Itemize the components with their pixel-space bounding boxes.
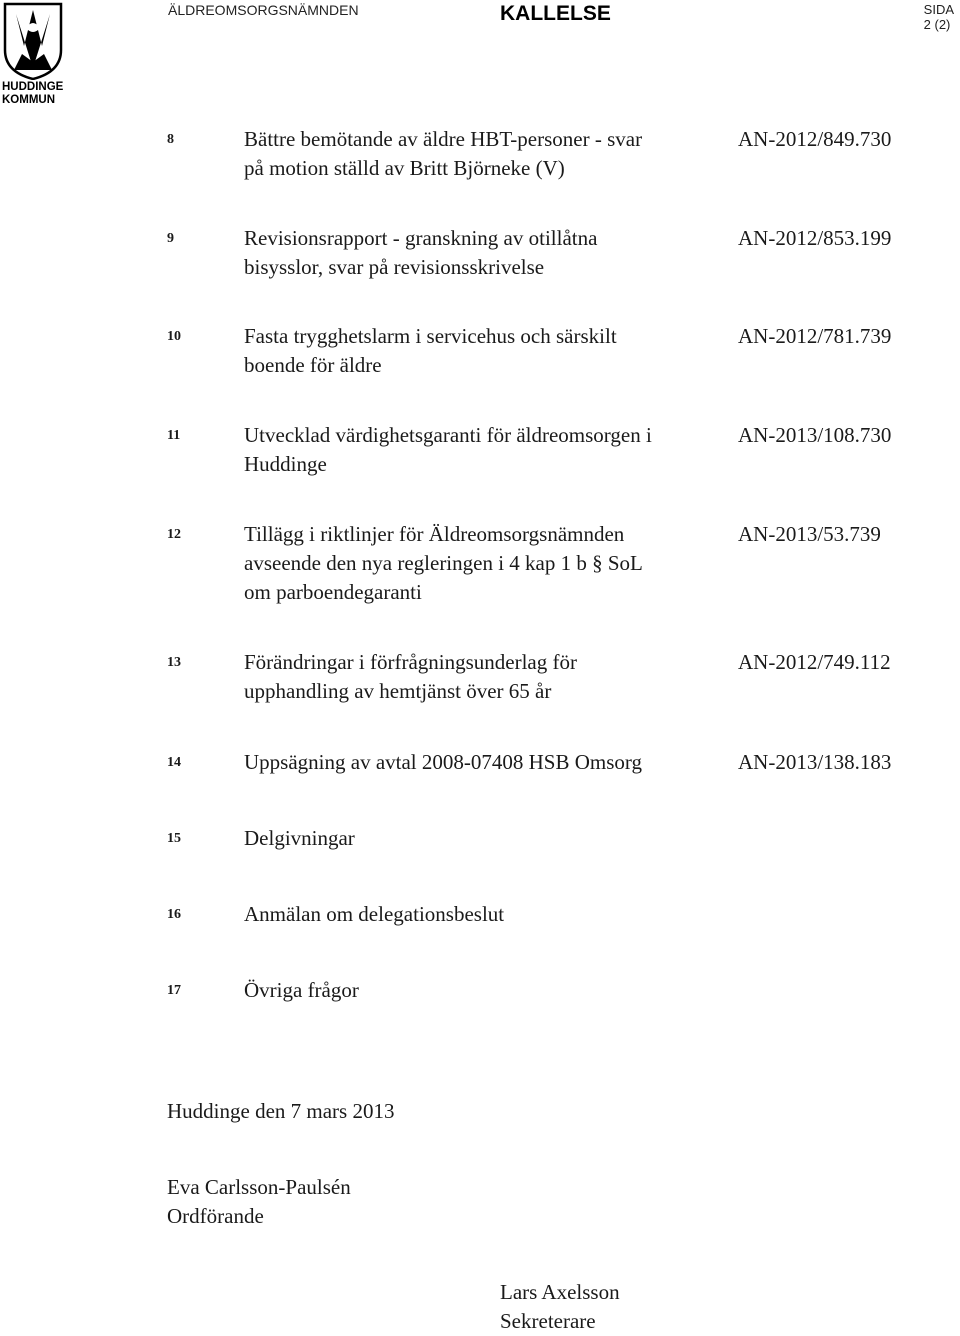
chair-signature-block — [167, 1173, 351, 1231]
item-number: 14 — [167, 755, 181, 770]
item-number: 10 — [167, 329, 181, 344]
item-number: 16 — [167, 907, 181, 922]
logo-wordmark: HUDDINGE KOMMUN — [2, 81, 64, 106]
item-reference: AN-2012/853.199 — [738, 226, 892, 250]
item-reference: AN-2013/108.730 — [738, 423, 892, 447]
chair-name: Eva Carlsson-Paulsén — [167, 1175, 351, 1199]
item-title: Utvecklad värdighetsgaranti för äldreomsorgen i Huddinge — [244, 423, 652, 476]
item-number: 8 — [167, 132, 174, 147]
flame-shield-icon — [2, 2, 64, 80]
item-title: Anmälan om delegationsbeslut — [244, 902, 505, 926]
item-reference: AN-2013/138.183 — [738, 750, 892, 774]
item-reference: AN-2013/53.739 — [738, 522, 881, 546]
item-title: Tillägg i riktlinjer för Äldreomsorgsnämnden avseende den nya regleringen i 4 kap 1 b § SoL om parboendegaranti — [244, 522, 643, 604]
item-title: Revisionsrapport - granskning av otillåtna bisysslor, svar på revisionsskrivelse — [244, 226, 598, 279]
item-number: 17 — [167, 983, 181, 998]
secretary-title: Sekreterare — [500, 1309, 596, 1333]
secretary-signature-block — [500, 1278, 620, 1336]
item-reference: AN-2012/749.112 — [738, 650, 891, 674]
item-number: 9 — [167, 231, 174, 246]
item-title: Fasta trygghetslarm i servicehus och särskilt boende för äldre — [244, 324, 617, 377]
chair-title: Ordförande — [167, 1204, 264, 1228]
item-reference: AN-2012/849.730 — [738, 127, 892, 151]
item-number: 12 — [167, 527, 181, 542]
item-number: 11 — [167, 428, 181, 443]
item-number: 15 — [167, 831, 181, 846]
page-indicator — [924, 2, 954, 32]
page-label: SIDA — [923, 2, 954, 17]
item-title: Uppsägning av avtal 2008-07408 HSB Omsorg — [244, 750, 643, 774]
municipality-logo — [2, 2, 64, 108]
item-title: Förändringar i förfrågningsunderlag för upphandling av hemtjänst över 65 år — [244, 650, 577, 703]
page-number: 2 (2) — [923, 17, 951, 32]
item-title: Delgivningar — [244, 826, 355, 850]
item-reference: AN-2012/781.739 — [738, 324, 892, 348]
item-title: Bättre bemötande av äldre HBT-personer - svar på motion ställd av Britt Björneke (V) — [244, 127, 643, 180]
place-date: Huddinge den 7 mars 2013 — [167, 1099, 395, 1123]
item-title: Övriga frågor — [244, 978, 359, 1002]
committee-name: ÄLDREOMSORGSNÄMNDEN — [168, 2, 359, 18]
secretary-name: Lars Axelsson — [500, 1280, 620, 1304]
document-title: KALLELSE — [500, 2, 611, 25]
item-number: 13 — [167, 655, 181, 670]
